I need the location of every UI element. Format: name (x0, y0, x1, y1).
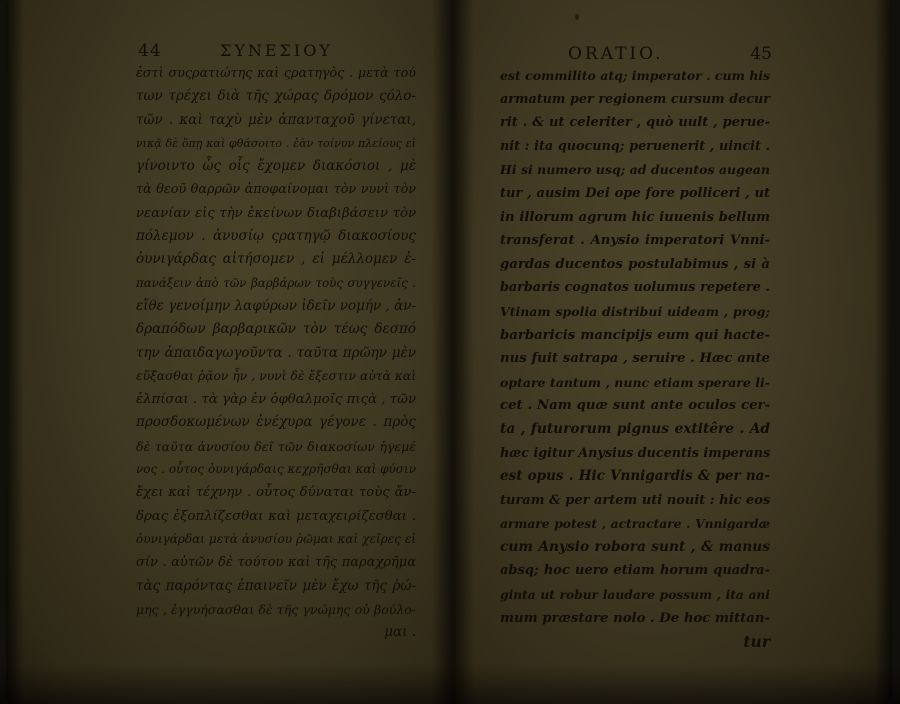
text-line: προσδοκωμένων ἐνέχυρα γέγονε . πρὸς (136, 414, 416, 431)
text-line: barbaricis mancipijs eum qui hacte- (500, 327, 770, 343)
text-line: Hi si numero usq; ad ducentos augean (500, 162, 770, 178)
right-page-header (562, 44, 772, 66)
text-line: tur (743, 632, 770, 652)
text-line: νεανίαν εἰς τὴν ἐκείνων διαβιβάσειν τὸν (136, 205, 416, 221)
text-line: νικᾷ δὲ ὅπῃ καὶ φθάσοιτο . ἐὰν τοίνυν πλείους εἰ (136, 136, 416, 150)
text-line: εἴθε γενοίμην λαφύρων ἰδεῖν νομήν , ἀν- (136, 297, 416, 314)
bottom-shadow (0, 664, 900, 704)
text-line: nit : ita quocunq; peruenerit , uincit . (500, 138, 770, 154)
text-line: δρας ἐξοπλίζεσθαι καὶ μεταχειρίζεσθαι . (136, 508, 416, 524)
text-line: δραπόδων βαρβαρικῶν τὸν τέως δεσπό (136, 321, 416, 338)
text-line: μαι . (384, 624, 416, 641)
text-line: εὔξασθαι ῥᾷον ἦν , νυνὶ δὲ ἔξεστιν αὐτὰ καὶ (136, 368, 416, 383)
paper-spot (575, 14, 579, 20)
text-line: τῶν . καὶ ταχὺ μὲν ἀπανταχοῦ γίνεται, (136, 111, 416, 128)
left-page-number: 44 (138, 41, 162, 61)
text-line: σίν . αὐτῶν δὲ τούτου καὶ τῆς παραχρῆμα (136, 555, 416, 571)
text-line: est commilito atq; imperator . cum his (500, 68, 771, 83)
latin-text-block (500, 64, 770, 654)
text-line: rit . & ut celeriter , quò uult , perue- (500, 115, 770, 131)
text-line: tur , ausim Dei ope fore polliceri , ut (500, 185, 770, 201)
text-line: ὀυνιγάρδας αἰτήσομεν , εἰ μέλλομεν ἐ- (136, 251, 416, 268)
left-running-title: ΣΥΝΕΣΙΟΥ (220, 41, 333, 60)
text-line: cet . Nam quæ sunt ante oculos cer- (500, 398, 770, 414)
text-line: ginta ut robur laudare possum , ita ani (500, 587, 770, 603)
text-line: γίνοιντο ὧς οἷς ἔχομεν διακόσιοι , μὲ (136, 158, 416, 175)
text-line: τὰ θεοῦ θαρρῶν ἀποφαίνομαι τὸν νυνὶ τὸν (136, 182, 416, 198)
text-line: ἐλπίσαι . τὰ γὰρ ἐν ὀφθαλμοῖς πιςὰ , τῶν (136, 392, 416, 408)
text-line: ὀυνιγάρδαι μετὰ ἀνυσίου ῥῶμαι καὶ χεῖρες εἰ (136, 531, 416, 546)
left-page-header (138, 41, 418, 63)
text-line: δὲ ταῦτα ἀνυσίου δεῖ τῶν διακοσίων ἡγεμέ (136, 438, 416, 454)
left-edge-shadow (6, 0, 24, 704)
text-line: armare potest , actractare . Vnnigardæ (500, 516, 770, 532)
text-line: armatum per regionem cursum decur (500, 91, 770, 107)
right-edge-shadow (874, 0, 892, 704)
text-line: Vtinam spolia distribui uideam , prog; (500, 303, 770, 319)
text-line: cum Anysio robora sunt , & manus (500, 538, 770, 555)
text-line: hæc igitur Anysius ducentis imperans (500, 445, 771, 461)
text-line: nus fuit satrapa , seruire . Hæc ante (500, 351, 770, 367)
text-line: gardas ducentos postulabimus , si à (500, 256, 770, 272)
text-line: turam & per artem uti nouit : hic eos (500, 492, 771, 508)
text-line: ta , futurorum pignus extitêre . Ad (500, 420, 770, 437)
text-line: νος . οὗτος ὀυνιγάρδαις κεχρῆσθαι καὶ φύσιν (136, 462, 416, 477)
text-line: mum præstare nolo . De hoc mittan- (500, 610, 770, 626)
text-line: optare tantum , nunc etiam sperare li- (500, 374, 770, 390)
text-line: ἔχει καὶ τέχνην . οὗτος δύναται τοὺς ἄν- (136, 485, 416, 501)
text-line: πόλεμον . ἀνυσίῳ ςρατηγῷ διακοσίους (136, 228, 416, 245)
text-line: πανάξειν ἀπὸ τῶν βαρβάρων τοὺς συγγενεῖς . (136, 275, 416, 290)
right-running-title: ORATIO. (568, 44, 664, 64)
text-line: absq; hoc uero etiam horum quadra- (500, 563, 770, 579)
right-page-number: 45 (750, 44, 772, 64)
text-line: μης , ἐγγυήσασθαι δὲ τῆς γνώμης οὐ βούλο- (136, 601, 416, 617)
text-line: transferat . Anysio imperatori Vnni- (500, 233, 770, 249)
text-line: est opus . Hic Vnnigardis & per na- (500, 468, 770, 485)
text-line: ἐστὶ συςρατιώτης καὶ ςρατηγὸς . μετὰ τού (136, 66, 416, 81)
text-line: τὰς παρόντας ἐπαινεῖν μὲν ἔχω τῆς ῥώ- (136, 577, 416, 594)
text-line: in illorum agrum hic iuuenis bellum (500, 209, 770, 225)
greek-text-block (136, 62, 416, 644)
text-line: των τρέχει διὰ τῆς χώρας δρόμον ςόλο- (136, 88, 416, 105)
text-line: barbaris cognatos uolumus repetere . (500, 280, 770, 296)
text-line: την ἀπαιδαγωγοῦντα . ταῦτα πρῶην μὲν (136, 344, 416, 361)
